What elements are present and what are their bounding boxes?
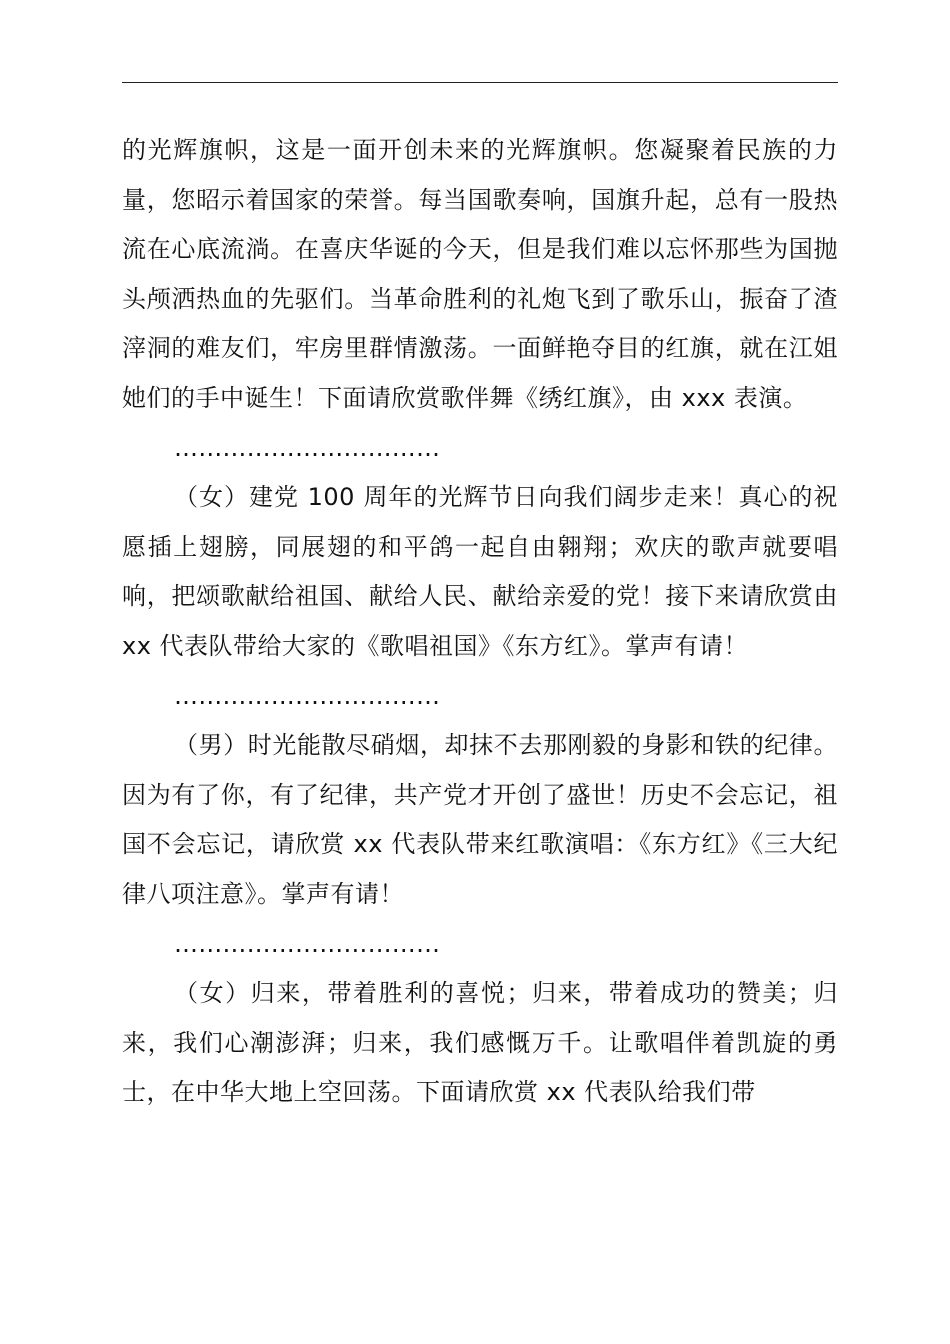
document-body	[122, 126, 838, 1118]
dotted-separator: ……………………………	[174, 681, 441, 710]
paragraph-continuation: 的光辉旗帜，这是一面开创未来的光辉旗帜。您凝聚着民族的力量，您昭示着国家的荣誉。每当国歌奏响，国旗升起，总有一股热流在心底流淌。在喜庆华诞的今天，但是我们难以忘怀那些为国抛头颅洒热血的先驱们。当革命胜利的礼炮飞到了歌乐山，振奋了渣滓洞的难友们，牢房里群情激荡。一面鲜艳夺目的红旗，就在江姐她们的手中诞生！下面请欣赏歌伴舞《绣红旗》，由 xxx 表演。	[122, 136, 838, 412]
header-rule	[122, 82, 838, 83]
dotted-separator: ……………………………	[174, 929, 441, 958]
paragraph-host-female-1: （女）建党 100 周年的光辉节日向我们阔步走来！真心的祝愿插上翅膀，同展翅的和平鸽一起自由翱翔；欢庆的歌声就要唱响，把颂歌献给祖国、献给人民、献给亲爱的党！接下来请欣赏由 xx 代表队带给大家的《歌唱祖国》《东方红》。掌声有请！	[122, 483, 838, 660]
paragraph-host-female-2: （女）归来，带着胜利的喜悦；归来，带着成功的赞美；归来，我们心潮澎湃；归来，我们感慨万千。让歌唱伴着凯旋的勇士，在中华大地上空回荡。下面请欣赏 xx 代表队给我们带	[122, 979, 838, 1107]
dotted-separator: ……………………………	[174, 433, 441, 462]
paragraph-host-male: （男）时光能散尽硝烟，却抹不去那刚毅的身影和铁的纪律。因为有了你，有了纪律，共产党才开创了盛世！历史不会忘记，祖国不会忘记，请欣赏 xx 代表队带来红歌演唱：《东方红》《三大纪律八项注意》。掌声有请！	[122, 731, 838, 908]
